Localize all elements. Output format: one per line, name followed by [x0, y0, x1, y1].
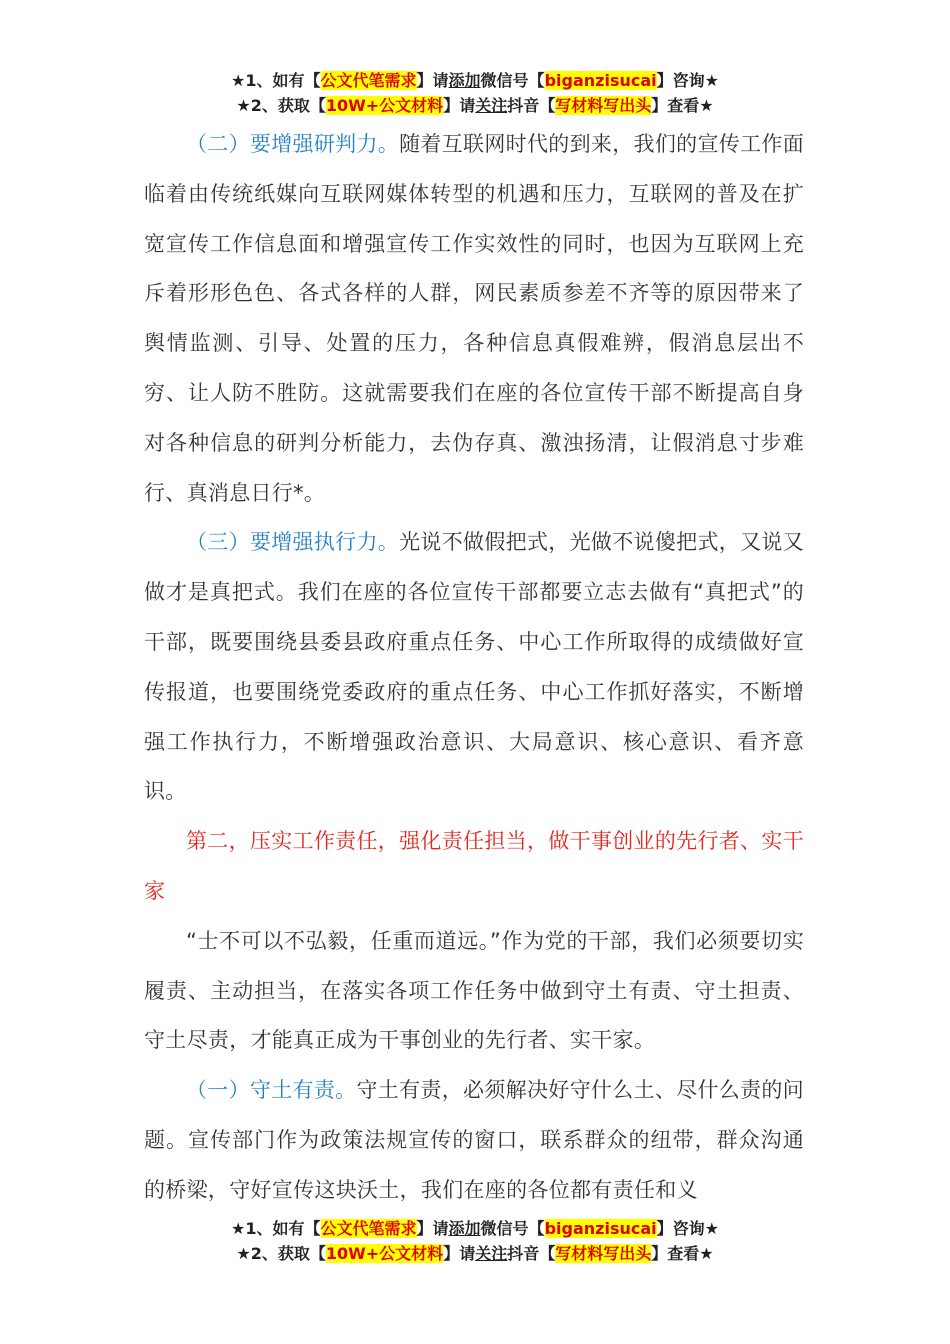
- banner-text: 微信号【: [480, 71, 545, 90]
- highlight-materials: 10W+公文材料: [325, 1244, 444, 1263]
- paragraph-quote: [144, 917, 804, 1066]
- banner-text: 】请: [443, 1244, 476, 1263]
- paragraph-responsibility: [144, 1066, 804, 1215]
- document-body: [144, 120, 804, 1216]
- highlight-materials: 10W+公文材料: [325, 96, 444, 115]
- banner-line-2: [0, 93, 950, 118]
- banner-text: 】请: [416, 1219, 449, 1238]
- banner-text: 】查看★: [651, 96, 714, 115]
- highlight-wechat-id: biganzisucai: [544, 1219, 657, 1238]
- section-heading: （一）守土有责。: [186, 1078, 357, 1103]
- highlight-service: 公文代笔需求: [320, 1219, 417, 1238]
- banner-text: ★1、如有【: [231, 1219, 321, 1238]
- banner-text: 微信号【: [480, 1219, 545, 1238]
- paragraph-text: 守土有责，必须解决好守什么土、尽什么责的问题。宣传部门作为政策法规宣传的窗口，联系群众的纽带，群众沟通的桥梁，守好宣传这块沃土，我们在座的各位都有责任和义: [144, 1078, 804, 1202]
- emphasis-follow: 关注: [475, 1244, 508, 1263]
- highlight-service: 公文代笔需求: [320, 71, 417, 90]
- paragraph-judgment: [144, 120, 804, 518]
- highlight-douyin: 写材料写出头: [555, 96, 652, 115]
- paragraph-text: 光说不做假把式，光做不说傻把式，又说又做才是真把式。我们在座的各位宣传干部都要立志去做有“真把式”的干部，既要围绕县委县政府重点任务、中心工作所取得的成绩做好宣传报道，也要围绕党委政府的重点任务、中心工作抓好落实，不断增强工作执行力，不断增强政治意识、大局意识、核心意识、看齐意识。: [144, 530, 804, 804]
- emphasis-follow: 关注: [475, 96, 508, 115]
- banner-text: ★1、如有【: [231, 71, 321, 90]
- bottom-banner: [0, 1216, 950, 1266]
- banner-text: 】咨询★: [656, 1219, 719, 1238]
- banner-line-2: [0, 1241, 950, 1266]
- banner-text: ★2、获取【: [236, 1244, 326, 1263]
- banner-text: 】查看★: [651, 1244, 714, 1263]
- banner-line-1: [0, 68, 950, 93]
- banner-text: 】咨询★: [656, 71, 719, 90]
- highlight-wechat-id: biganzisucai: [544, 71, 657, 90]
- part-heading: 第二，压实工作责任，强化责任担当，做干事创业的先行者、实干家: [144, 829, 804, 903]
- paragraph-text: 随着互联网时代的到来，我们的宣传工作面临着由传统纸媒向互联网媒体转型的机遇和压力，互联网的普及在扩宽宣传工作信息面和增强宣传工作实效性的同时，也因为互联网上充斥着形形色色、各式各样的人群，网民素质参差不齐等的原因带来了舆情监测、引导、处置的压力，各种信息真假难辨，假消息层出不穷、让人防不胜防。这就需要我们在座的各位宣传干部不断提高自身对各种信息的研判分析能力，去伪存真、激浊扬清，让假消息寸步难行、真消息日行*。: [144, 132, 804, 505]
- banner-text: 】请: [416, 71, 449, 90]
- banner-line-1: [0, 1216, 950, 1241]
- banner-text: 】请: [443, 96, 476, 115]
- section-heading: （二）要增强研判力。: [186, 132, 400, 156]
- paragraph-execution: [144, 518, 804, 817]
- emphasis-add: 添加: [448, 1219, 481, 1238]
- highlight-douyin: 写材料写出头: [555, 1244, 652, 1263]
- banner-text: 抖音【: [507, 96, 556, 115]
- top-banner: [0, 68, 950, 118]
- banner-text: ★2、获取【: [236, 96, 326, 115]
- paragraph-part-two-heading: [144, 817, 804, 917]
- paragraph-text: “士不可以不弘毅，任重而道远。”作为党的干部，我们必须要切实履责、主动担当，在落实各项工作任务中做到守土有责、守土担责、守土尽责，才能真正成为干事创业的先行者、实干家。: [144, 928, 804, 1053]
- banner-text: 抖音【: [507, 1244, 556, 1263]
- section-heading: （三）要增强执行力。: [186, 530, 400, 555]
- emphasis-add: 添加: [448, 71, 481, 90]
